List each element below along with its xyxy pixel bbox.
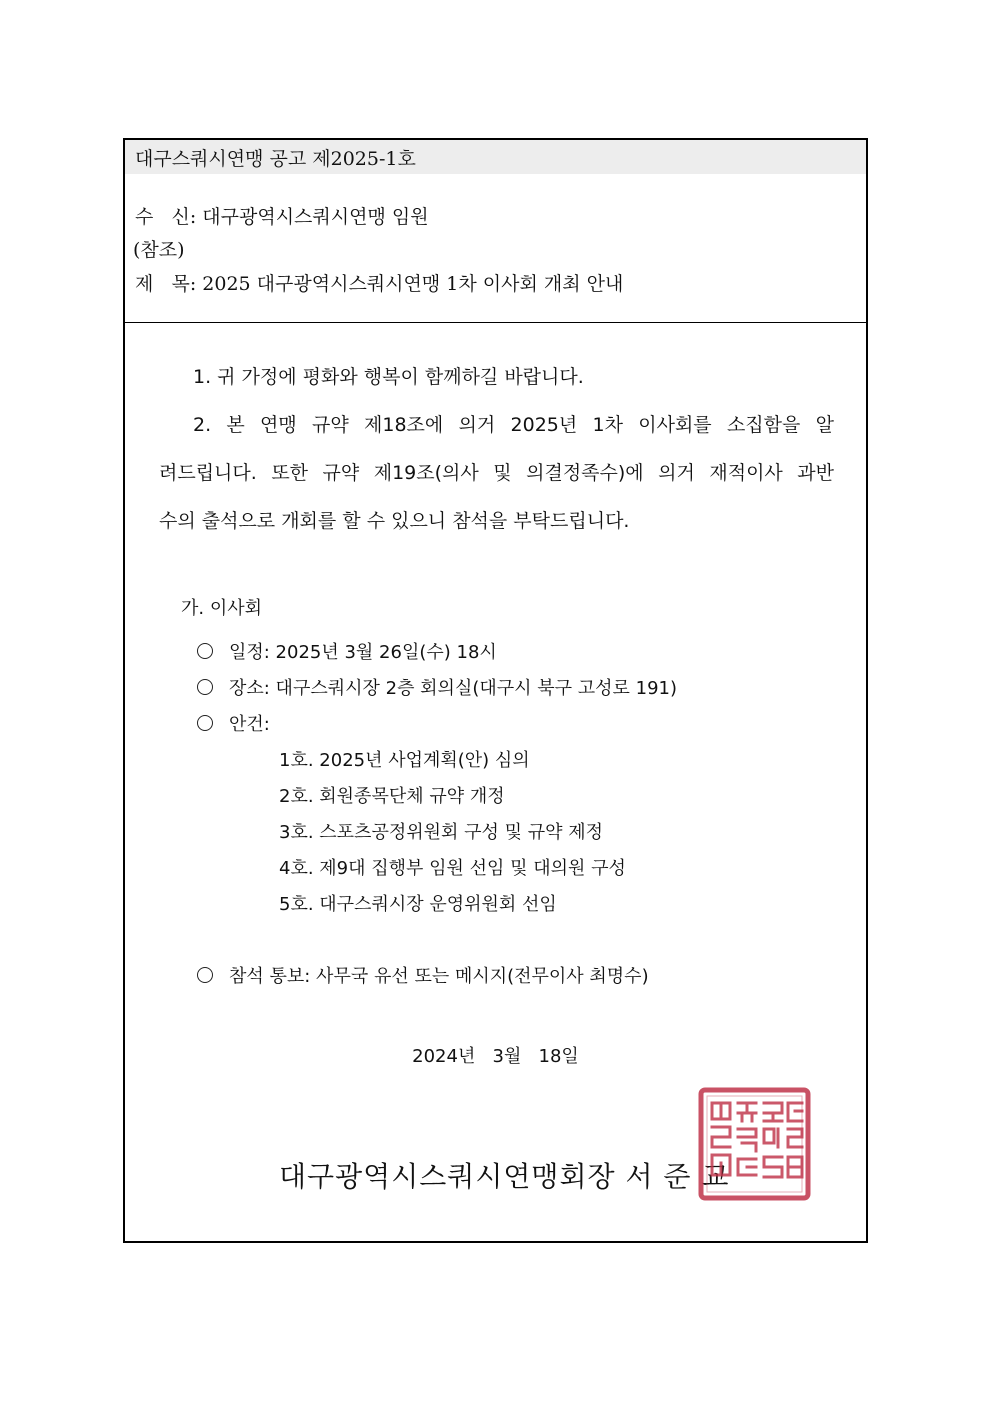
agenda-line-5: 5호. 대구스쿼시장 운영위원회 선임 [279,894,557,915]
circle-bullet-icon [197,715,213,731]
place-text: 장소: 대구스쿼시장 2층 회의실(대구시 북구 고성로 191) [229,678,678,699]
agenda-line-4: 4호. 제9대 집행부 임원 선임 및 대의원 구성 [279,858,626,879]
agenda-item [197,710,270,736]
agenda-line-2: 2호. 회원종목단체 규약 개정 [279,786,505,807]
place-item [197,674,677,700]
recipient-value: 대구광역시스쿼시연맹 임원 [202,206,429,228]
rsvp-item [197,962,649,988]
agenda-line-1: 1호. 2025년 사업계획(안) 심의 [279,750,530,771]
schedule-text: 일정: 2025년 3월 26일(수) 18시 [229,642,497,663]
section-title: 가. 이사회 [181,598,262,619]
subject-value: 2025 대구광역시스쿼시연맹 1차 이사회 개최 안내 [202,273,624,295]
paragraph-2-line-1: 2. 본 연맹 규약 제18조에 의거 2025년 1차 이사회를 소집함을 알 [193,414,834,436]
agenda-line-3: 3호. 스포츠공정위원회 구성 및 규약 제정 [279,822,603,843]
circle-bullet-icon [197,643,213,659]
header-divider [125,322,866,323]
paragraph-1: 1. 귀 가정에 평화와 행복이 함께하길 바랍니다. [193,366,584,388]
notice-frame [123,138,868,1243]
subject-label: 제 목: [135,273,197,295]
paragraph-2-line-3: 수의 출석으로 개회를 할 수 있으니 참석을 부탁드립니다. [159,510,630,532]
signature-line: 대구광역시스쿼시연맹회장 서 준 교 [279,1160,730,1193]
recipient-line [135,202,429,229]
document-date: 2024년 3월 18일 [412,1046,579,1067]
recipient-label: 수 신: [135,206,197,228]
circle-bullet-icon [197,967,213,983]
paragraph-2-line-2: 려드립니다. 또한 규약 제19조(의사 및 의결정족수)에 의거 재적이사 과반 [159,462,834,484]
agenda-label: 안건: [229,714,270,735]
subject-line [135,269,623,296]
circle-bullet-icon [197,679,213,695]
reference-line: (참조) [133,239,185,261]
rsvp-text: 참석 통보: 사무국 유선 또는 메시지(전무이사 최명수) [229,966,649,987]
schedule-item [197,638,497,664]
notice-number: 대구스쿼시연맹 공고 제2025-1호 [135,148,416,170]
official-seal-icon [698,1087,811,1201]
